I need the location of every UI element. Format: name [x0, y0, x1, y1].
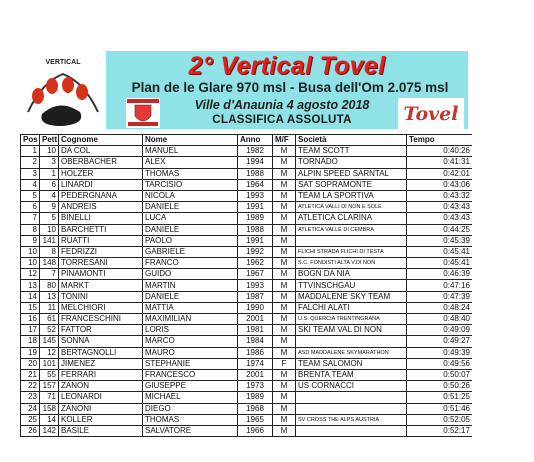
surname-cell: SONNA [59, 336, 143, 347]
surname-cell: JIMENEZ [59, 358, 143, 369]
gender-cell: M [273, 168, 296, 179]
position-cell: 10 [21, 246, 40, 257]
surname-cell: BERTAGNOLLI [59, 347, 143, 358]
column-header: Pett [40, 135, 59, 146]
bib-cell: 12 [40, 347, 59, 358]
team-cell [296, 235, 407, 246]
bib-cell: 4 [40, 190, 59, 201]
time-cell: 0:44:25 [407, 224, 473, 235]
bib-cell: 142 [40, 425, 59, 436]
firstname-cell: MAXIMILIAN [143, 314, 238, 325]
year-cell: 1986 [238, 347, 273, 358]
results-body [21, 146, 473, 437]
gender-cell: M [273, 381, 296, 392]
position-cell: 5 [21, 190, 40, 201]
logo-text: VERTICAL [45, 59, 81, 66]
bib-cell: 80 [40, 280, 59, 291]
table-row [21, 425, 473, 436]
bib-cell: 10 [40, 146, 59, 157]
position-cell: 8 [21, 224, 40, 235]
bib-cell: 11 [40, 302, 59, 313]
position-cell: 18 [21, 336, 40, 347]
firstname-cell: DANIELE [143, 224, 238, 235]
team-cell: US CORNACCI [296, 381, 407, 392]
event-title: 2° Vertical Tovel [188, 52, 386, 80]
time-cell: 0:50:07 [407, 369, 473, 380]
gender-cell: M [273, 291, 296, 302]
bib-cell: 13 [40, 291, 59, 302]
year-cell: 1982 [238, 146, 273, 157]
surname-cell: PINAMONTI [59, 269, 143, 280]
time-cell: 0:47:39 [407, 291, 473, 302]
column-header: Nome [143, 135, 238, 146]
bib-cell: 145 [40, 336, 59, 347]
surname-cell: ZANONI [59, 403, 143, 414]
table-row [21, 314, 473, 325]
gender-cell: M [273, 425, 296, 436]
bib-cell: 158 [40, 403, 59, 414]
team-cell: BRENTA TEAM [296, 369, 407, 380]
paw-logo-icon [22, 52, 104, 132]
table-row [21, 258, 473, 269]
year-cell: 1989 [238, 392, 273, 403]
firstname-cell: FRANCO [143, 258, 238, 269]
year-cell: 1981 [238, 325, 273, 336]
gender-cell: M [273, 202, 296, 213]
gender-cell: M [273, 414, 296, 425]
firstname-cell: THOMAS [143, 168, 238, 179]
time-cell: 0:48:24 [407, 302, 473, 313]
year-cell: 1992 [238, 246, 273, 257]
table-row [21, 269, 473, 280]
time-cell: 0:50:26 [407, 381, 473, 392]
time-cell: 0:45:39 [407, 235, 473, 246]
bib-cell: 8 [40, 246, 59, 257]
time-cell: 0:43:43 [407, 202, 473, 213]
surname-cell: BARCHETTI [59, 224, 143, 235]
column-header: Tempo [407, 135, 473, 146]
year-cell: 1968 [238, 403, 273, 414]
surname-cell: ANDREIS [59, 202, 143, 213]
column-header: Pos [21, 135, 40, 146]
bib-cell: 6 [40, 179, 59, 190]
year-cell: 1962 [238, 258, 273, 269]
surname-cell: FERRARI [59, 369, 143, 380]
time-cell: 0:49:39 [407, 347, 473, 358]
team-cell: MADDALENE SKY TEAM [296, 291, 407, 302]
table-row [21, 157, 473, 168]
year-cell: 1966 [238, 425, 273, 436]
surname-cell: RUATTI [59, 235, 143, 246]
bib-cell: 3 [40, 157, 59, 168]
time-cell: 0:43:43 [407, 213, 473, 224]
surname-cell: BASILE [59, 425, 143, 436]
gender-cell: M [273, 347, 296, 358]
time-cell: 0:41:31 [407, 157, 473, 168]
team-cell: S.C. FONDISTI ALTA V.DI NON [296, 258, 407, 269]
table-row [21, 347, 473, 358]
firstname-cell: MARCO [143, 336, 238, 347]
comune-crest-icon [126, 98, 160, 128]
bib-cell: 148 [40, 258, 59, 269]
gender-cell: M [273, 179, 296, 190]
table-row [21, 325, 473, 336]
bib-cell: 10 [40, 224, 59, 235]
table-row [21, 146, 473, 157]
gender-cell: M [273, 280, 296, 291]
column-header: M/F [273, 135, 296, 146]
bib-cell: 55 [40, 369, 59, 380]
results-table [20, 134, 472, 437]
team-cell: SKI TEAM VAL DI NON [296, 325, 407, 336]
surname-cell: FATTOR [59, 325, 143, 336]
firstname-cell: LORIS [143, 325, 238, 336]
position-cell: 17 [21, 325, 40, 336]
table-row [21, 414, 473, 425]
team-cell: BOGN DA NIA [296, 269, 407, 280]
firstname-cell: NICOLA [143, 190, 238, 201]
year-cell: 1973 [238, 381, 273, 392]
bib-cell: 101 [40, 358, 59, 369]
gender-cell: M [273, 314, 296, 325]
time-cell: 0:51:25 [407, 392, 473, 403]
firstname-cell: STEPHANIE [143, 358, 238, 369]
surname-cell: MARKT [59, 280, 143, 291]
team-cell: ATLETICA VALLE DI CEMBRA [296, 224, 407, 235]
gender-cell: M [273, 235, 296, 246]
position-cell: 15 [21, 302, 40, 313]
gender-cell: M [273, 336, 296, 347]
team-cell: ASD MADDALENE SKYMARATHON [296, 347, 407, 358]
column-header: Società [296, 135, 407, 146]
position-cell: 4 [21, 179, 40, 190]
bib-cell: 1 [40, 168, 59, 179]
position-cell: 23 [21, 392, 40, 403]
time-cell: 0:43:06 [407, 179, 473, 190]
table-row [21, 190, 473, 201]
gender-cell: M [273, 325, 296, 336]
year-cell: 1993 [238, 280, 273, 291]
year-cell: 1965 [238, 414, 273, 425]
year-cell: 1988 [238, 224, 273, 235]
table-row [21, 358, 473, 369]
table-row [21, 202, 473, 213]
bib-cell: 61 [40, 314, 59, 325]
bib-cell: 71 [40, 392, 59, 403]
team-cell [296, 336, 407, 347]
gender-cell: M [273, 403, 296, 414]
time-cell: 0:42:01 [407, 168, 473, 179]
table-row [21, 336, 473, 347]
year-cell: 1990 [238, 302, 273, 313]
surname-cell: OBERBACHER [59, 157, 143, 168]
time-cell: 0:49:09 [407, 325, 473, 336]
firstname-cell: GUIDO [143, 269, 238, 280]
team-cell [296, 392, 407, 403]
surname-cell: BINELLI [59, 213, 143, 224]
time-cell: 0:45:41 [407, 258, 473, 269]
year-cell: 1974 [238, 358, 273, 369]
firstname-cell: MATTIA [143, 302, 238, 313]
team-cell: TEAM SCOTT [296, 146, 407, 157]
position-cell: 22 [21, 381, 40, 392]
ranking-title: CLASSIFICA ASSOLUTA [212, 114, 352, 126]
time-cell: 0:51:46 [407, 403, 473, 414]
firstname-cell: GABRIELE [143, 246, 238, 257]
table-row [21, 280, 473, 291]
position-cell: 16 [21, 314, 40, 325]
gender-cell: M [273, 369, 296, 380]
year-cell: 1994 [238, 157, 273, 168]
team-cell: SV CROSS THE ALPS AUSTRIA [296, 414, 407, 425]
team-cell [296, 403, 407, 414]
tovel-brand-logo [398, 98, 464, 130]
team-cell: TORNADO [296, 157, 407, 168]
team-cell: TEAM SALOMON [296, 358, 407, 369]
surname-cell: FEDRIZZI [59, 246, 143, 257]
time-cell: 0:46:39 [407, 269, 473, 280]
surname-cell: FRANCESCHINI [59, 314, 143, 325]
time-cell: 0:45:41 [407, 246, 473, 257]
time-cell: 0:49:27 [407, 336, 473, 347]
table-row [21, 213, 473, 224]
table-row [21, 224, 473, 235]
firstname-cell: ALEX [143, 157, 238, 168]
firstname-cell: MANUEL [143, 146, 238, 157]
position-cell: 21 [21, 369, 40, 380]
results-sheet [20, 48, 472, 462]
column-header: Cognome [59, 135, 143, 146]
position-cell: 13 [21, 280, 40, 291]
time-cell: 0:48:40 [407, 314, 473, 325]
year-cell: 1987 [238, 291, 273, 302]
position-cell: 9 [21, 235, 40, 246]
time-cell: 0:43:32 [407, 190, 473, 201]
firstname-cell: LUCA [143, 213, 238, 224]
event-date-line: Ville d'Anaunia 4 agosto 2018 [194, 98, 370, 112]
team-cell: ALPIN SPEED SARNTAL [296, 168, 407, 179]
gender-cell: M [273, 269, 296, 280]
firstname-cell: DIEGO [143, 403, 238, 414]
table-row [21, 369, 473, 380]
firstname-cell: DANIELE [143, 291, 238, 302]
bib-cell: 14 [40, 414, 59, 425]
position-cell: 2 [21, 157, 40, 168]
gender-cell: M [273, 157, 296, 168]
position-cell: 12 [21, 269, 40, 280]
year-cell: 2001 [238, 314, 273, 325]
gender-cell: M [273, 213, 296, 224]
firstname-cell: PAOLO [143, 235, 238, 246]
table-row [21, 246, 473, 257]
bib-cell: 5 [40, 213, 59, 224]
year-cell: 1967 [238, 269, 273, 280]
bib-cell: 141 [40, 235, 59, 246]
table-row [21, 392, 473, 403]
position-cell: 3 [21, 168, 40, 179]
team-cell: ATLETICA VALLI DI NON E SOLE [296, 202, 407, 213]
year-cell: 1991 [238, 235, 273, 246]
table-row [21, 302, 473, 313]
year-cell: 1964 [238, 179, 273, 190]
bib-cell: 7 [40, 269, 59, 280]
gender-cell: M [273, 146, 296, 157]
surname-cell: TORRESANI [59, 258, 143, 269]
time-cell: 0:47:16 [407, 280, 473, 291]
surname-cell: TONINI [59, 291, 143, 302]
gender-cell: M [273, 302, 296, 313]
team-cell: FALCHI ALATI [296, 302, 407, 313]
surname-cell: KOLLER [59, 414, 143, 425]
surname-cell: PEDERGNANA [59, 190, 143, 201]
bib-cell: 9 [40, 202, 59, 213]
year-cell: 1988 [238, 168, 273, 179]
gender-cell: M [273, 190, 296, 201]
event-subtitle: Plan de le Glare 970 msl - Busa dell'Om 2.075 msl [131, 80, 449, 95]
team-cell: ATLETICA CLARINA [296, 213, 407, 224]
year-cell: 1991 [238, 202, 273, 213]
table-row [21, 381, 473, 392]
time-cell: 0:40:26 [407, 146, 473, 157]
firstname-cell: TARCISIO [143, 179, 238, 190]
surname-cell: DA COL [59, 146, 143, 157]
position-cell: 26 [21, 425, 40, 436]
team-cell: TEAM LA SPORTIVA [296, 190, 407, 201]
brand-text: Tovel [403, 103, 459, 125]
year-cell: 1984 [238, 336, 273, 347]
surname-cell: MELCHIORI [59, 302, 143, 313]
gender-cell: M [273, 392, 296, 403]
surname-cell: HOLZER [59, 168, 143, 179]
table-row [21, 291, 473, 302]
table-header-row [21, 135, 473, 146]
bib-cell: 157 [40, 381, 59, 392]
position-cell: 10 [21, 258, 40, 269]
table-row [21, 403, 473, 414]
firstname-cell: GIUSEPPE [143, 381, 238, 392]
table-row [21, 168, 473, 179]
position-cell: 20 [21, 358, 40, 369]
time-cell: 0:52:17 [407, 425, 473, 436]
firstname-cell: THOMAS [143, 414, 238, 425]
bib-cell: 52 [40, 325, 59, 336]
team-cell: TTVINSCHGAU [296, 280, 407, 291]
position-cell: 7 [21, 213, 40, 224]
team-cell: FLICHI STRADA FLICHI DI TESTA [296, 246, 407, 257]
column-header: Anno [238, 135, 273, 146]
team-cell: U.S. QUERCIA TRENTINGRANA [296, 314, 407, 325]
gender-cell: F [273, 358, 296, 369]
position-cell: 1 [21, 146, 40, 157]
surname-cell: ZANON [59, 381, 143, 392]
firstname-cell: MICHAEL [143, 392, 238, 403]
table-row [21, 179, 473, 190]
year-cell: 1993 [238, 190, 273, 201]
time-cell: 0:52:05 [407, 414, 473, 425]
surname-cell: LINARDI [59, 179, 143, 190]
firstname-cell: FRANCESCO [143, 369, 238, 380]
gender-cell: M [273, 258, 296, 269]
year-cell: 2001 [238, 369, 273, 380]
firstname-cell: SALVATORE [143, 425, 238, 436]
position-cell: 24 [21, 403, 40, 414]
gender-cell: M [273, 246, 296, 257]
firstname-cell: DANIELE [143, 202, 238, 213]
team-cell: SAT SOPRAMONTE [296, 179, 407, 190]
firstname-cell: MARTIN [143, 280, 238, 291]
position-cell: 14 [21, 291, 40, 302]
firstname-cell: MAURO [143, 347, 238, 358]
surname-cell: LEONARDI [59, 392, 143, 403]
year-cell: 1989 [238, 213, 273, 224]
position-cell: 6 [21, 202, 40, 213]
table-row [21, 235, 473, 246]
gender-cell: M [273, 224, 296, 235]
position-cell: 25 [21, 414, 40, 425]
event-banner [20, 48, 472, 134]
team-cell [296, 425, 407, 436]
position-cell: 19 [21, 347, 40, 358]
time-cell: 0:49:56 [407, 358, 473, 369]
